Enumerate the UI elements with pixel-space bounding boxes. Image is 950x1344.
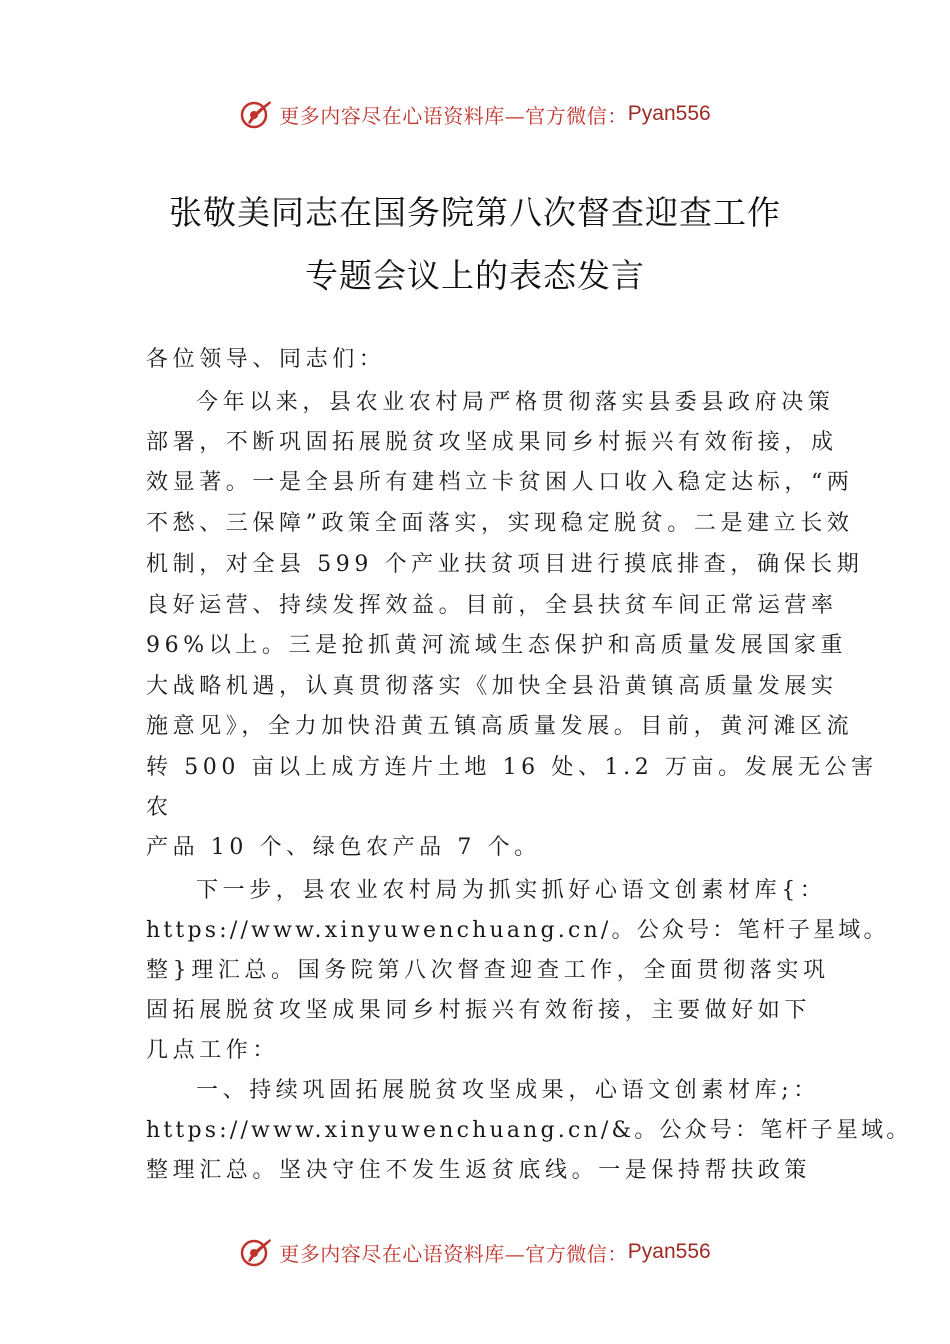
watermark-text: 更多内容尽在心语资料库—官方微信： (279, 1241, 628, 1266)
body-line: 农 (146, 795, 173, 820)
body-line: 整}理汇总。国务院第八次督查迎查工作，全面贯彻落实巩 (146, 958, 830, 983)
body-line: 整理汇总。坚决守住不发生返贫底线。一是保持帮扶政策 (146, 1158, 812, 1183)
body-line: 几点工作： (146, 1038, 280, 1063)
page-title-line-1: 张敬美同志在国务院第八次督查迎查工作 (169, 193, 781, 232)
body-line: 机制，对全县 599 个产业扶贫项目进行摸底排查，确保长期 (146, 552, 864, 577)
body-line: 下一步，县农业农村局为抓实抓好心语文创素材库{： (196, 878, 827, 903)
body-line: 产品 10 个、绿色农产品 7 个。 (146, 835, 541, 860)
body-line: 效显著。一是全县所有建档立卡贫困人口收入稳定达标，“两 (146, 470, 854, 495)
body-line: 固拓展脱贫攻坚成果同乡村振兴有效衔接，主要做好如下 (146, 998, 812, 1023)
body-line: 良好运营、持续发挥效益。目前，全县扶贫车间正常运营率 (146, 593, 838, 618)
body-line: 96%以上。三是抢抓黄河流域生态保护和高质量发展国家重 (146, 633, 848, 658)
body-line: 施意见》，全力加快沿黄五镇高质量发展。目前，黄河滩区流 (146, 714, 854, 739)
watermark-text: 更多内容尽在心语资料库—官方微信： (279, 103, 628, 128)
watermark-banner-bottom (0, 1232, 950, 1272)
watermark-wechat-id: Pyan556 (627, 102, 711, 125)
body-line: 大战略机遇，认真贯彻落实《加快全县沿黄镇高质量发展实 (146, 674, 838, 699)
salutation: 各位领导、同志们： (146, 347, 386, 372)
body-line: 今年以来，县农业农村局严格贯彻落实县委县政府决策 (196, 390, 835, 415)
body-line-url: https://www.xinyuwenchuang.cn/。公众号：笔杆子星域。 (146, 918, 889, 943)
body-line: 不愁、三保障”政策全面落实，实现稳定脱贫。二是建立长效 (146, 511, 854, 536)
body-line: 转 500 亩以上成方连片土地 16 处、1.2 万亩。发展无公害 (146, 755, 878, 780)
watermark-wechat-id: Pyan556 (627, 1240, 711, 1263)
watermark-banner-top (0, 94, 950, 134)
body-line: 部署，不断巩固拓展脱贫攻坚成果同乡村振兴有效衔接，成 (146, 430, 838, 455)
brush-logo-icon (239, 1235, 273, 1269)
page-title-line-2: 专题会议上的表态发言 (305, 256, 645, 295)
brush-logo-icon (239, 97, 273, 131)
section-heading: 一、持续巩固拓展脱贫攻坚成果，心语文创素材库;： (196, 1078, 820, 1103)
body-line-url: https://www.xinyuwenchuang.cn/&。公众号：笔杆子星域。 (146, 1118, 912, 1143)
